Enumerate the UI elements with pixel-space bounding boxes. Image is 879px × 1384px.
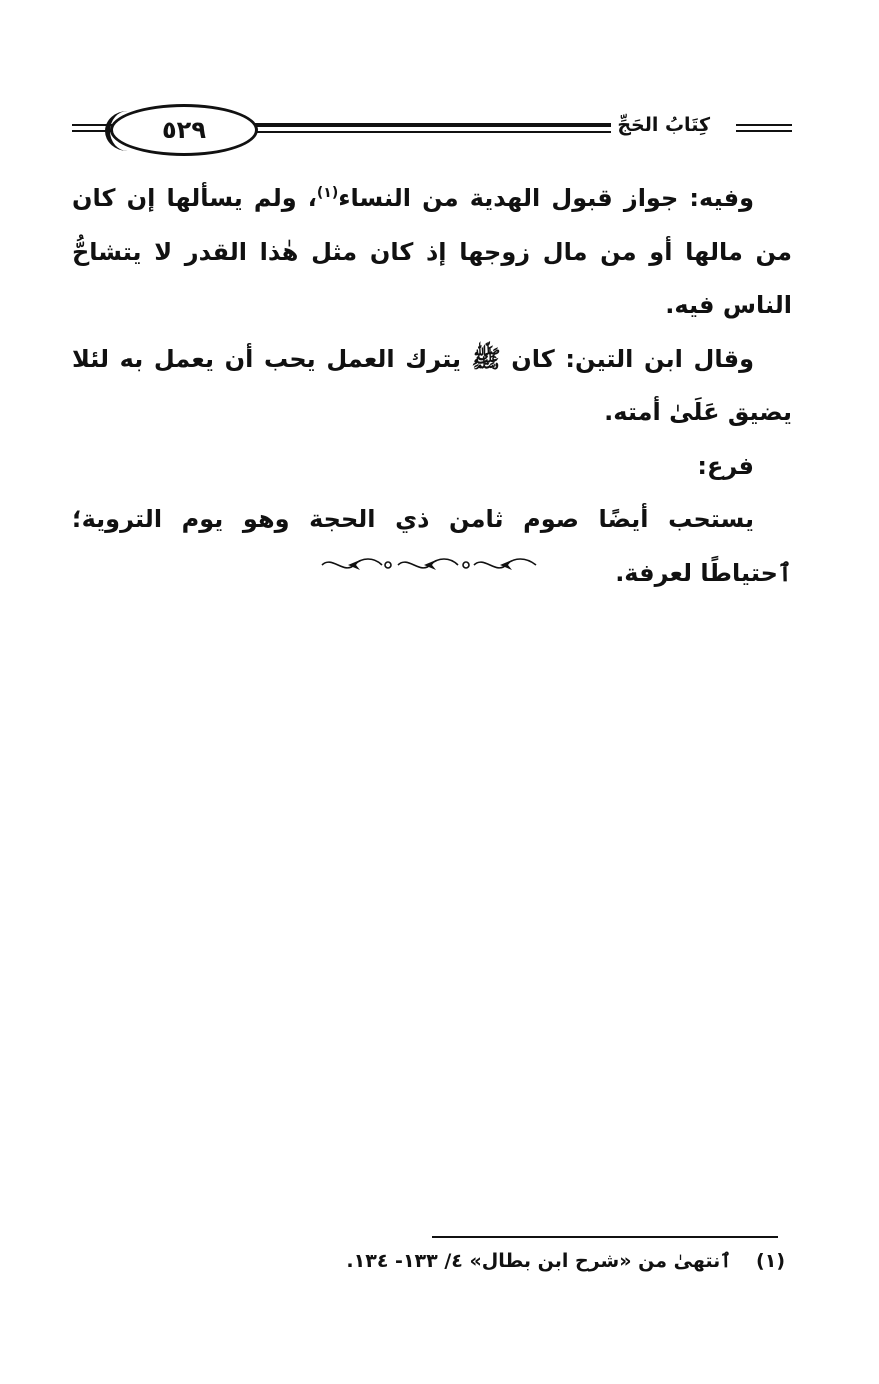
paragraph-1-text: وفيه: جواز قبول الهدية من النساء (338, 184, 754, 212)
footnote-separator (432, 1236, 778, 1238)
paragraph-2: وقال ابن التين: كان ﷺ يترك العمل يحب أن يعمل به لئلا يضيق عَلَىٰ أمته. (72, 344, 792, 426)
footnote (346, 1250, 785, 1272)
decorative-ornament (318, 552, 542, 578)
footnote-text: ٱنتهىٰ من «شرح ابن بطال» ٤/ ١٣٣- ١٣٤. (346, 1250, 732, 1272)
paragraph-1-rest: ، ولم يسألها إن كان من مالها أو من مال زوجها إذ كان مثل هٰذا القدر لا يتشاحُّ الناس فيه. (72, 184, 792, 319)
page-number (110, 104, 258, 156)
page-header (72, 104, 792, 160)
main-text (72, 172, 792, 600)
paragraph-3: يستحب أيضًا صوم ثامن ذي الحجة وهو يوم التروية؛ ٱحتياطًا لعرفة. (72, 505, 792, 587)
paragraph-1 (72, 172, 792, 333)
footnote-number: (١) (756, 1250, 785, 1272)
header-rule-right (736, 124, 792, 126)
running-title: كِتَابُ الحَجِّ (611, 114, 716, 136)
header-rule-right-2 (736, 130, 792, 132)
section-heading: فرع: (697, 451, 754, 480)
footnote-reference: (١) (316, 185, 339, 201)
page-number-text: ٥٢٩ (162, 116, 206, 144)
